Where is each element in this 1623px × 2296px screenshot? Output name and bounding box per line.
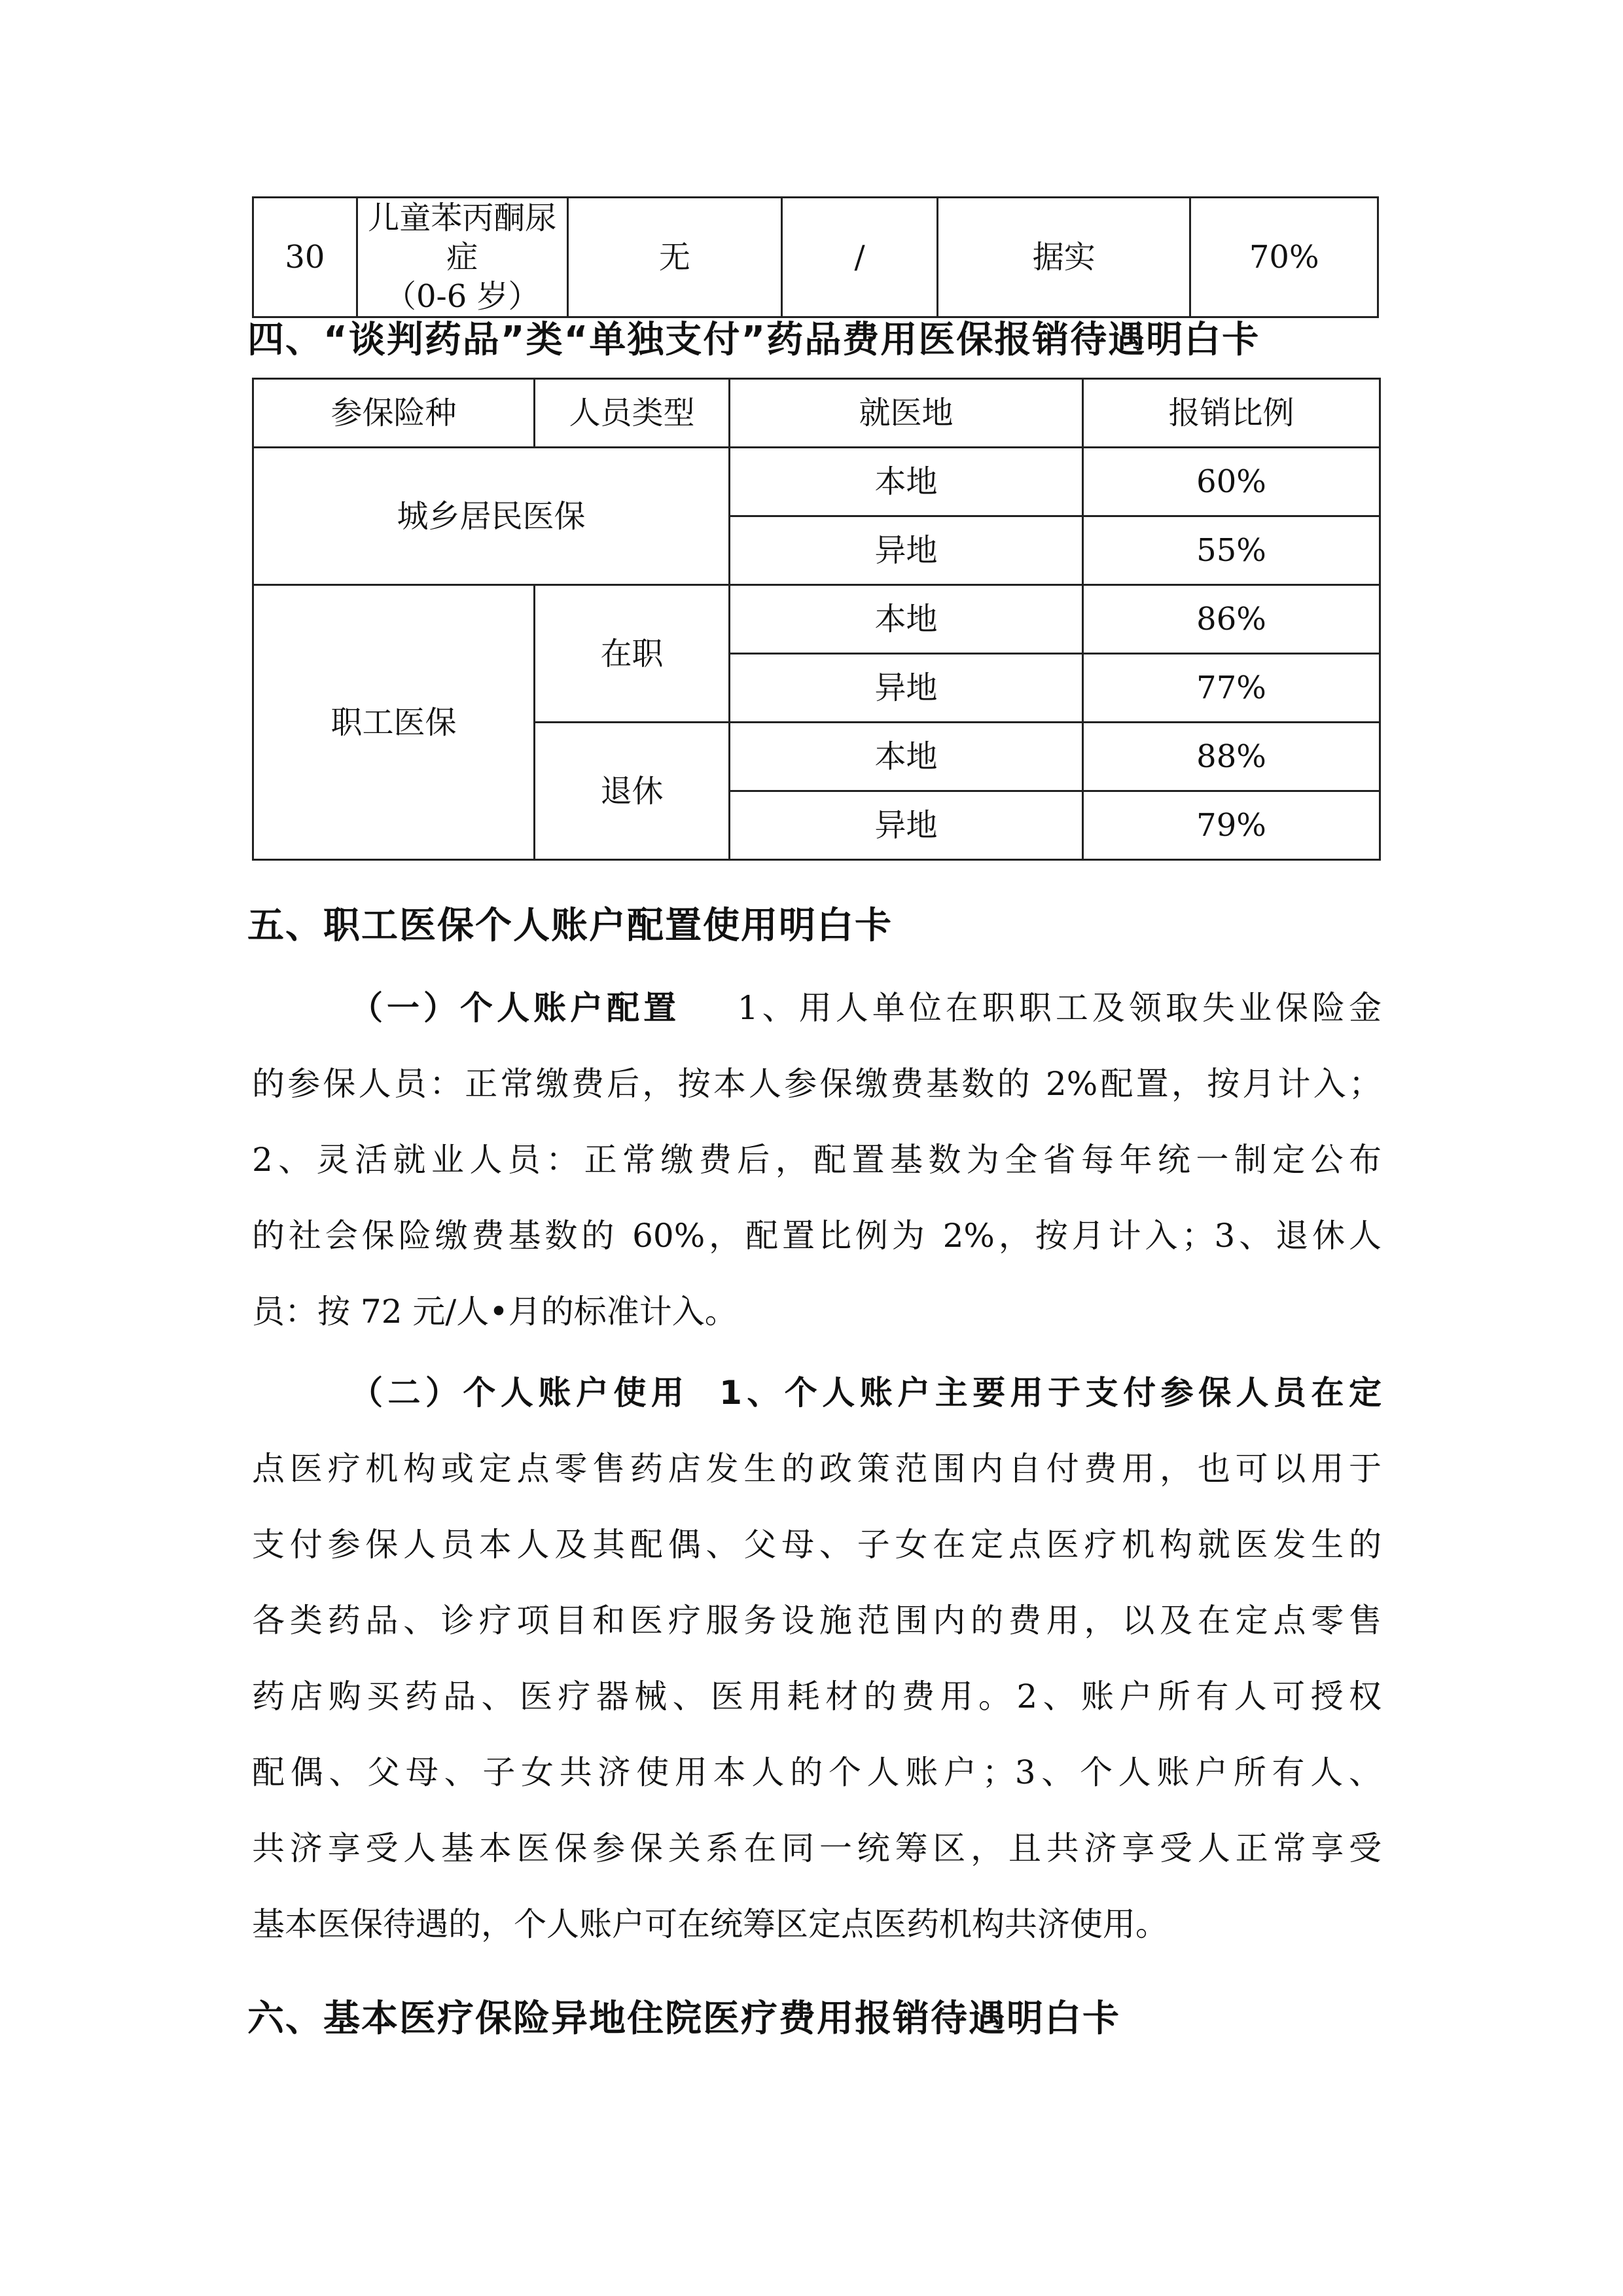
paragraph-line: 配偶、父母、子女共济使用本人的个人账户；3、个人账户所有人、 <box>252 1753 1382 1791</box>
cell-col4: / <box>781 198 937 317</box>
paragraph-line: （一）个人账户配置 1、用人单位在职职工及领取失业保险金 <box>350 989 1382 1027</box>
subsection-title: （一）个人账户配置 <box>350 989 681 1027</box>
paragraph-line: 共济享受人基本医保参保关系在同一统筹区，且共济享受人正常享受 <box>252 1829 1382 1867</box>
subsection-title: （二）个人账户使用 <box>350 1374 689 1412</box>
location-cell: 异地 <box>730 516 1083 585</box>
rate-cell: 79% <box>1083 791 1380 860</box>
row-number: 30 <box>253 198 357 317</box>
paragraph-line: 2、灵活就业人员：正常缴费后，配置基数为全省每年统一制定公布 <box>252 1141 1382 1179</box>
rate-cell: 77% <box>1083 654 1380 723</box>
rate-cell: 86% <box>1083 585 1380 654</box>
section5-title: 五、职工医保个人账户配置使用明白卡 <box>247 905 893 947</box>
cell-col6: 70% <box>1190 198 1378 317</box>
header-rate: 报销比例 <box>1083 379 1380 448</box>
account-configuration-paragraph <box>252 970 1382 1350</box>
disease-name-line1: 儿童苯丙酮尿症 <box>368 200 557 276</box>
account-usage-paragraph <box>252 1355 1382 1962</box>
cell-col3: 无 <box>567 198 781 317</box>
paragraph-line: 员：按 72 元/人•月的标准计入。 <box>252 1293 738 1331</box>
header-location: 就医地 <box>730 379 1083 448</box>
person-type-cell: 在职 <box>535 585 730 723</box>
paragraph-line: （二）个人账户使用 1、个人账户主要用于支付参保人员在定 <box>350 1374 1382 1412</box>
table-row <box>253 448 1380 516</box>
table-row <box>253 198 1378 317</box>
location-cell: 本地 <box>730 448 1083 516</box>
disease-name-line2: （0-6 岁） <box>384 278 540 315</box>
location-cell: 本地 <box>730 585 1083 654</box>
paragraph-line: 的社会保险缴费基数的 60%，配置比例为 2%，按月计入；3、退休人 <box>252 1217 1382 1255</box>
cell-col5: 据实 <box>938 198 1190 317</box>
section6-title: 六、基本医疗保险异地住院医疗费用报销待遇明白卡 <box>247 1998 1120 2040</box>
rate-cell: 88% <box>1083 723 1380 791</box>
table-row <box>253 585 1380 654</box>
disease-name <box>357 198 567 317</box>
location-cell: 异地 <box>730 791 1083 860</box>
resident-insurance-label: 城乡居民医保 <box>253 448 730 585</box>
rate-cell: 60% <box>1083 448 1380 516</box>
location-cell: 异地 <box>730 654 1083 723</box>
paragraph-line: 药店购买药品、医疗器械、医用耗材的费用。2、账户所有人可授权 <box>252 1677 1382 1715</box>
table-header-row <box>253 379 1380 448</box>
location-cell: 本地 <box>730 723 1083 791</box>
paragraph-line: 各类药品、诊疗项目和医疗服务设施范围内的费用，以及在定点零售 <box>252 1602 1382 1640</box>
drug-table-continued <box>252 196 1379 318</box>
paragraph-line: 基本医保待遇的，个人账户可在统筹区定点医药机构共济使用。 <box>252 1905 1168 1943</box>
rate-cell: 55% <box>1083 516 1380 585</box>
paragraph-line: 的参保人员：正常缴费后，按本人参保缴费基数的 2%配置，按月计入； <box>252 1065 1382 1103</box>
person-type-cell: 退休 <box>535 723 730 860</box>
paragraph-line: 点医疗机构或定点零售药店发生的政策范围内自付费用，也可以用于 <box>252 1450 1382 1488</box>
section4-title: 四、“谈判药品”类“单独支付”药品费用医保报销待遇明白卡 <box>247 319 1260 361</box>
paragraph-line: 支付参保人员本人及其配偶、父母、子女在定点医疗机构就医发生的 <box>252 1526 1382 1564</box>
reimbursement-table <box>252 378 1381 861</box>
employee-insurance-label: 职工医保 <box>253 585 535 860</box>
header-person-type: 人员类型 <box>535 379 730 448</box>
header-insurance-type: 参保险种 <box>253 379 535 448</box>
